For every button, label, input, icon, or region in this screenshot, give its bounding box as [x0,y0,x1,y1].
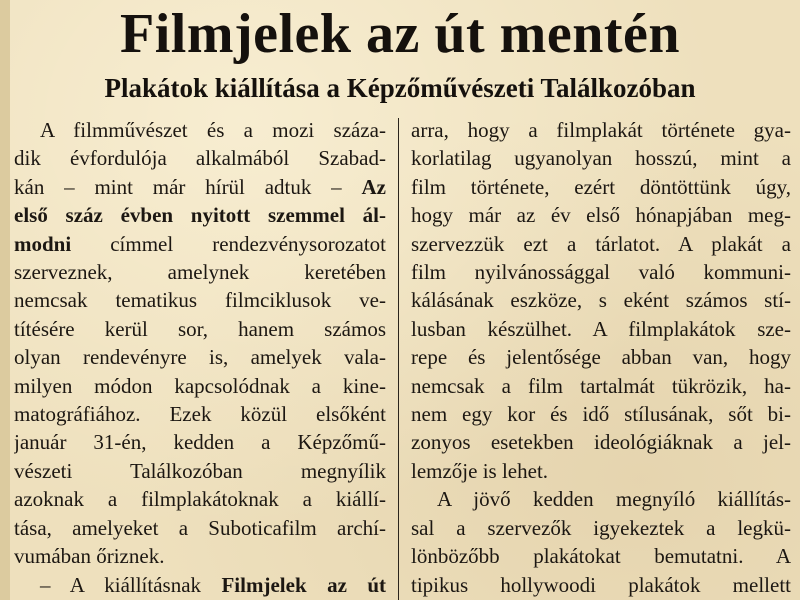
text-line [411,201,791,229]
text-line [14,315,386,343]
text-line [14,514,386,542]
text-run: kálásának eszköze, s eként számos stí- [411,288,791,313]
text-line [411,230,791,258]
text-run: szervezzük ezt a tárlatot. A plakát a [411,231,791,256]
article-headline: Filmjelek az út mentén [120,3,680,65]
text-run: A jövő kedden megnyíló kiállítás- [437,487,791,512]
text-line [14,542,386,570]
text-run: szerveznek, amelynek keretében [14,260,386,285]
text-run: lemzője is lehet. [411,458,549,483]
text-line [14,286,386,314]
text-run: tása, amelyeket a Suboticafilm archí- [14,515,386,540]
text-line [14,144,386,172]
text-run: január 31-én, kedden a Képzőmű- [14,430,386,455]
text-run: sal a szervezők igyekeztek a legkü- [411,515,791,540]
text-line [14,201,386,229]
text-run: vészeti Találkozóban megnyílik [14,458,386,483]
text-line [14,457,386,485]
left-column [14,116,386,599]
text-line [411,485,791,513]
text-run: A filmművészet és a mozi száza- [40,118,386,142]
text-line [411,116,791,144]
text-line [411,173,791,201]
text-run: – A kiállításnak [40,572,222,597]
text-run: títésére kerül sor, hanem számos [14,316,386,341]
text-run: nem egy kor és idő stílusának, sőt bi- [411,402,791,427]
text-run: dik évfordulója alkalmából Szabad- [14,146,386,171]
text-line [411,400,791,428]
text-run: zonyos esetekben ideológiáknak a jel- [411,430,791,455]
text-line [14,173,386,201]
text-line [411,457,791,485]
text-line [411,542,791,570]
text-run: címmel rendezvénysorozatot [71,231,386,256]
bold-text: első száz évben nyitott szemmel ál- [14,203,386,228]
text-run: milyen módon kapcsolódnak a kine- [14,373,386,398]
text-run: arra, hogy a filmplakát története gya- [411,118,791,142]
text-run: film nyilvánossággal való kommuni- [411,260,791,285]
column-divider [398,118,399,600]
text-line [411,144,791,172]
text-line [411,286,791,314]
bold-text: Filmjelek az út [221,572,386,597]
text-run: korlatilag ugyanolyan hosszú, mint a [411,146,791,171]
text-run: hogy már az év első hónapjában meg- [411,203,791,228]
text-line [14,428,386,456]
text-line [411,428,791,456]
article-subheadline: Plakátok kiállítása a Képzőművészeti Találkozóban [104,73,696,103]
bold-text: modni [14,231,72,256]
text-run: nemcsak a film tartalmát tükrözik, ha- [411,373,791,398]
right-column [411,116,791,599]
text-line [14,400,386,428]
text-run: vumában őriznek. [14,544,165,569]
text-line [14,485,386,513]
text-line [14,230,386,258]
text-run: tipikus hollywoodi plakátok mellett [411,572,791,597]
text-line [411,315,791,343]
text-run: matográfiához. Ezek közül elsőként [14,402,386,427]
text-line [14,372,386,400]
text-run: lusban készülhet. A filmplakátok sze- [411,316,791,341]
text-line [411,372,791,400]
text-line [14,571,386,599]
bold-text: Az [361,174,386,199]
text-run: olyan rendevényre is, amelyek vala- [14,345,386,370]
text-line [411,571,791,599]
text-line [14,116,386,144]
text-line [14,258,386,286]
text-run: repe és jelentősége abban van, hogy [411,345,791,370]
text-run: nemcsak tematikus filmciklusok ve- [14,288,386,313]
text-line [411,343,791,371]
text-line [411,514,791,542]
text-line [411,258,791,286]
text-run: lönbözőbb plakátokat bemutatni. A [411,544,791,569]
text-run: kán – mint már hírül adtuk – [14,174,362,199]
text-run: azoknak a filmplakátoknak a kiállí- [14,487,386,512]
text-line [14,343,386,371]
text-run: film története, ezért döntöttünk úgy, [411,174,791,199]
